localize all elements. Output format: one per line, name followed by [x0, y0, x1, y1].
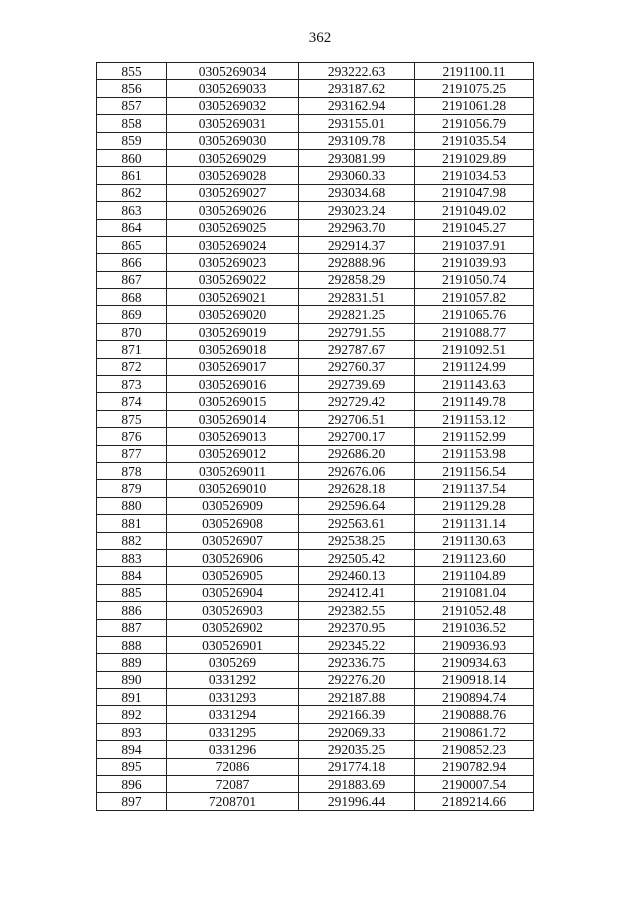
x-coordinate-cell: 291996.44 — [299, 793, 415, 810]
row-number-cell: 872 — [97, 358, 167, 375]
y-coordinate-cell: 2191143.63 — [415, 376, 534, 393]
point-code-cell: 0331293 — [167, 689, 299, 706]
row-number-cell: 861 — [97, 167, 167, 184]
x-coordinate-cell: 292460.13 — [299, 567, 415, 584]
table-row — [97, 115, 534, 132]
x-coordinate-cell: 293060.33 — [299, 167, 415, 184]
y-coordinate-cell: 2191130.63 — [415, 532, 534, 549]
x-coordinate-cell: 292888.96 — [299, 254, 415, 271]
point-code-cell: 0305269014 — [167, 410, 299, 427]
point-code-cell: 0305269010 — [167, 480, 299, 497]
y-coordinate-cell: 2191081.04 — [415, 584, 534, 601]
point-code-cell: 0305269019 — [167, 323, 299, 340]
row-number-cell: 860 — [97, 149, 167, 166]
point-code-cell: 0305269027 — [167, 184, 299, 201]
y-coordinate-cell: 2190007.54 — [415, 776, 534, 793]
x-coordinate-cell: 293023.24 — [299, 202, 415, 219]
row-number-cell: 866 — [97, 254, 167, 271]
table-row — [97, 532, 534, 549]
x-coordinate-cell: 293162.94 — [299, 97, 415, 114]
row-number-cell: 888 — [97, 636, 167, 653]
y-coordinate-cell: 2190888.76 — [415, 706, 534, 723]
point-code-cell: 0305269011 — [167, 462, 299, 479]
table-row — [97, 63, 534, 80]
row-number-cell: 856 — [97, 80, 167, 97]
point-code-cell: 030526901 — [167, 636, 299, 653]
x-coordinate-cell: 293081.99 — [299, 149, 415, 166]
x-coordinate-cell: 292336.75 — [299, 654, 415, 671]
row-number-cell: 894 — [97, 741, 167, 758]
x-coordinate-cell: 293187.62 — [299, 80, 415, 97]
table-row — [97, 567, 534, 584]
table-row — [97, 758, 534, 775]
table-row — [97, 236, 534, 253]
row-number-cell: 857 — [97, 97, 167, 114]
point-code-cell: 030526907 — [167, 532, 299, 549]
table-row — [97, 306, 534, 323]
y-coordinate-cell: 2191039.93 — [415, 254, 534, 271]
x-coordinate-cell: 292676.06 — [299, 462, 415, 479]
x-coordinate-cell: 292382.55 — [299, 602, 415, 619]
y-coordinate-cell: 2191036.52 — [415, 619, 534, 636]
row-number-cell: 871 — [97, 341, 167, 358]
point-code-cell: 030526909 — [167, 497, 299, 514]
table-row — [97, 619, 534, 636]
y-coordinate-cell: 2190936.93 — [415, 636, 534, 653]
y-coordinate-cell: 2190934.63 — [415, 654, 534, 671]
table-row — [97, 132, 534, 149]
x-coordinate-cell: 292538.25 — [299, 532, 415, 549]
point-code-cell: 0305269020 — [167, 306, 299, 323]
x-coordinate-cell: 292791.55 — [299, 323, 415, 340]
row-number-cell: 879 — [97, 480, 167, 497]
point-code-cell: 0331295 — [167, 723, 299, 740]
table-row — [97, 202, 534, 219]
point-code-cell: 0305269012 — [167, 445, 299, 462]
y-coordinate-cell: 2191052.48 — [415, 602, 534, 619]
x-coordinate-cell: 292914.37 — [299, 236, 415, 253]
y-coordinate-cell: 2190861.72 — [415, 723, 534, 740]
row-number-cell: 885 — [97, 584, 167, 601]
x-coordinate-cell: 292035.25 — [299, 741, 415, 758]
row-number-cell: 869 — [97, 306, 167, 323]
y-coordinate-cell: 2190852.23 — [415, 741, 534, 758]
table-row — [97, 97, 534, 114]
row-number-cell: 882 — [97, 532, 167, 549]
table-row — [97, 80, 534, 97]
row-number-cell: 875 — [97, 410, 167, 427]
y-coordinate-cell: 2191137.54 — [415, 480, 534, 497]
y-coordinate-cell: 2191056.79 — [415, 115, 534, 132]
x-coordinate-cell: 292686.20 — [299, 445, 415, 462]
row-number-cell: 862 — [97, 184, 167, 201]
table-row — [97, 602, 534, 619]
x-coordinate-cell: 292166.39 — [299, 706, 415, 723]
table-row — [97, 654, 534, 671]
y-coordinate-cell: 2191100.11 — [415, 63, 534, 80]
y-coordinate-cell: 2191057.82 — [415, 289, 534, 306]
table-row — [97, 184, 534, 201]
point-code-cell: 0305269026 — [167, 202, 299, 219]
row-number-cell: 867 — [97, 271, 167, 288]
y-coordinate-cell: 2191049.02 — [415, 202, 534, 219]
point-code-cell: 0305269015 — [167, 393, 299, 410]
page-number: 362 — [308, 30, 332, 46]
x-coordinate-cell: 293155.01 — [299, 115, 415, 132]
table-row — [97, 497, 534, 514]
x-coordinate-cell: 292187.88 — [299, 689, 415, 706]
row-number-cell: 868 — [97, 289, 167, 306]
table-row — [97, 776, 534, 793]
y-coordinate-cell: 2191061.28 — [415, 97, 534, 114]
x-coordinate-cell: 292069.33 — [299, 723, 415, 740]
x-coordinate-cell: 292563.61 — [299, 515, 415, 532]
table-row — [97, 706, 534, 723]
point-code-cell: 0305269030 — [167, 132, 299, 149]
y-coordinate-cell: 2191156.54 — [415, 462, 534, 479]
table-row — [97, 584, 534, 601]
y-coordinate-cell: 2191131.14 — [415, 515, 534, 532]
table-row — [97, 515, 534, 532]
x-coordinate-cell: 292505.42 — [299, 549, 415, 566]
point-code-cell: 0305269021 — [167, 289, 299, 306]
x-coordinate-cell: 292276.20 — [299, 671, 415, 688]
y-coordinate-cell: 2190782.94 — [415, 758, 534, 775]
x-coordinate-cell: 292628.18 — [299, 480, 415, 497]
y-coordinate-cell: 2190918.14 — [415, 671, 534, 688]
y-coordinate-cell: 2191029.89 — [415, 149, 534, 166]
point-code-cell: 0331296 — [167, 741, 299, 758]
table-row — [97, 741, 534, 758]
point-code-cell: 0305269034 — [167, 63, 299, 80]
row-number-cell: 895 — [97, 758, 167, 775]
x-coordinate-cell: 292787.67 — [299, 341, 415, 358]
row-number-cell: 881 — [97, 515, 167, 532]
y-coordinate-cell: 2191034.53 — [415, 167, 534, 184]
coordinates-table-body — [97, 63, 534, 811]
row-number-cell: 896 — [97, 776, 167, 793]
point-code-cell: 0305269022 — [167, 271, 299, 288]
point-code-cell: 0305269 — [167, 654, 299, 671]
row-number-cell: 880 — [97, 497, 167, 514]
point-code-cell: 72086 — [167, 758, 299, 775]
row-number-cell: 884 — [97, 567, 167, 584]
table-row — [97, 428, 534, 445]
point-code-cell: 0305269032 — [167, 97, 299, 114]
y-coordinate-cell: 2191124.99 — [415, 358, 534, 375]
x-coordinate-cell: 292412.41 — [299, 584, 415, 601]
point-code-cell: 030526904 — [167, 584, 299, 601]
x-coordinate-cell: 293034.68 — [299, 184, 415, 201]
y-coordinate-cell: 2191129.28 — [415, 497, 534, 514]
y-coordinate-cell: 2191050.74 — [415, 271, 534, 288]
point-code-cell: 0305269024 — [167, 236, 299, 253]
point-code-cell: 0305269031 — [167, 115, 299, 132]
row-number-cell: 891 — [97, 689, 167, 706]
point-code-cell: 0305269023 — [167, 254, 299, 271]
x-coordinate-cell: 292345.22 — [299, 636, 415, 653]
row-number-cell: 878 — [97, 462, 167, 479]
x-coordinate-cell: 292729.42 — [299, 393, 415, 410]
point-code-cell: 030526908 — [167, 515, 299, 532]
row-number-cell: 859 — [97, 132, 167, 149]
row-number-cell: 877 — [97, 445, 167, 462]
table-row — [97, 480, 534, 497]
point-code-cell: 0305269013 — [167, 428, 299, 445]
row-number-cell: 897 — [97, 793, 167, 810]
table-row — [97, 271, 534, 288]
y-coordinate-cell: 2191092.51 — [415, 341, 534, 358]
table-row — [97, 149, 534, 166]
table-row — [97, 445, 534, 462]
table-row — [97, 549, 534, 566]
x-coordinate-cell: 292831.51 — [299, 289, 415, 306]
row-number-cell: 892 — [97, 706, 167, 723]
table-row — [97, 254, 534, 271]
x-coordinate-cell: 292760.37 — [299, 358, 415, 375]
y-coordinate-cell: 2191088.77 — [415, 323, 534, 340]
y-coordinate-cell: 2191153.12 — [415, 410, 534, 427]
x-coordinate-cell: 292706.51 — [299, 410, 415, 427]
table-row — [97, 723, 534, 740]
y-coordinate-cell: 2191152.99 — [415, 428, 534, 445]
x-coordinate-cell: 293222.63 — [299, 63, 415, 80]
point-code-cell: 0305269017 — [167, 358, 299, 375]
y-coordinate-cell: 2191104.89 — [415, 567, 534, 584]
y-coordinate-cell: 2191065.76 — [415, 306, 534, 323]
point-code-cell: 030526906 — [167, 549, 299, 566]
point-code-cell: 030526902 — [167, 619, 299, 636]
x-coordinate-cell: 292739.69 — [299, 376, 415, 393]
point-code-cell: 030526905 — [167, 567, 299, 584]
x-coordinate-cell: 292858.29 — [299, 271, 415, 288]
point-code-cell: 0305269025 — [167, 219, 299, 236]
x-coordinate-cell: 292596.64 — [299, 497, 415, 514]
point-code-cell: 0305269033 — [167, 80, 299, 97]
x-coordinate-cell: 293109.78 — [299, 132, 415, 149]
row-number-cell: 863 — [97, 202, 167, 219]
table-row — [97, 410, 534, 427]
y-coordinate-cell: 2191153.98 — [415, 445, 534, 462]
point-code-cell: 0305269029 — [167, 149, 299, 166]
row-number-cell: 865 — [97, 236, 167, 253]
y-coordinate-cell: 2191037.91 — [415, 236, 534, 253]
table-row — [97, 376, 534, 393]
table-row — [97, 323, 534, 340]
point-code-cell: 72087 — [167, 776, 299, 793]
x-coordinate-cell: 291883.69 — [299, 776, 415, 793]
y-coordinate-cell: 2191075.25 — [415, 80, 534, 97]
row-number-cell: 864 — [97, 219, 167, 236]
table-row — [97, 219, 534, 236]
table-row — [97, 393, 534, 410]
table-row — [97, 167, 534, 184]
point-code-cell: 7208701 — [167, 793, 299, 810]
row-number-cell: 890 — [97, 671, 167, 688]
row-number-cell: 886 — [97, 602, 167, 619]
table-row — [97, 289, 534, 306]
table-row — [97, 636, 534, 653]
point-code-cell: 0305269018 — [167, 341, 299, 358]
y-coordinate-cell: 2190894.74 — [415, 689, 534, 706]
row-number-cell: 870 — [97, 323, 167, 340]
table-row — [97, 358, 534, 375]
row-number-cell: 887 — [97, 619, 167, 636]
y-coordinate-cell: 2191047.98 — [415, 184, 534, 201]
y-coordinate-cell: 2191149.78 — [415, 393, 534, 410]
table-row — [97, 341, 534, 358]
row-number-cell: 855 — [97, 63, 167, 80]
x-coordinate-cell: 292963.70 — [299, 219, 415, 236]
point-code-cell: 030526903 — [167, 602, 299, 619]
row-number-cell: 858 — [97, 115, 167, 132]
x-coordinate-cell: 291774.18 — [299, 758, 415, 775]
point-code-cell: 0331294 — [167, 706, 299, 723]
row-number-cell: 874 — [97, 393, 167, 410]
y-coordinate-cell: 2191035.54 — [415, 132, 534, 149]
table-row — [97, 793, 534, 810]
point-code-cell: 0305269028 — [167, 167, 299, 184]
row-number-cell: 893 — [97, 723, 167, 740]
x-coordinate-cell: 292700.17 — [299, 428, 415, 445]
table-row — [97, 671, 534, 688]
table-row — [97, 462, 534, 479]
y-coordinate-cell: 2189214.66 — [415, 793, 534, 810]
y-coordinate-cell: 2191123.60 — [415, 549, 534, 566]
point-code-cell: 0305269016 — [167, 376, 299, 393]
x-coordinate-cell: 292370.95 — [299, 619, 415, 636]
table-row — [97, 689, 534, 706]
row-number-cell: 883 — [97, 549, 167, 566]
y-coordinate-cell: 2191045.27 — [415, 219, 534, 236]
row-number-cell: 873 — [97, 376, 167, 393]
row-number-cell: 876 — [97, 428, 167, 445]
x-coordinate-cell: 292821.25 — [299, 306, 415, 323]
point-code-cell: 0331292 — [167, 671, 299, 688]
coordinates-table — [96, 62, 534, 811]
row-number-cell: 889 — [97, 654, 167, 671]
